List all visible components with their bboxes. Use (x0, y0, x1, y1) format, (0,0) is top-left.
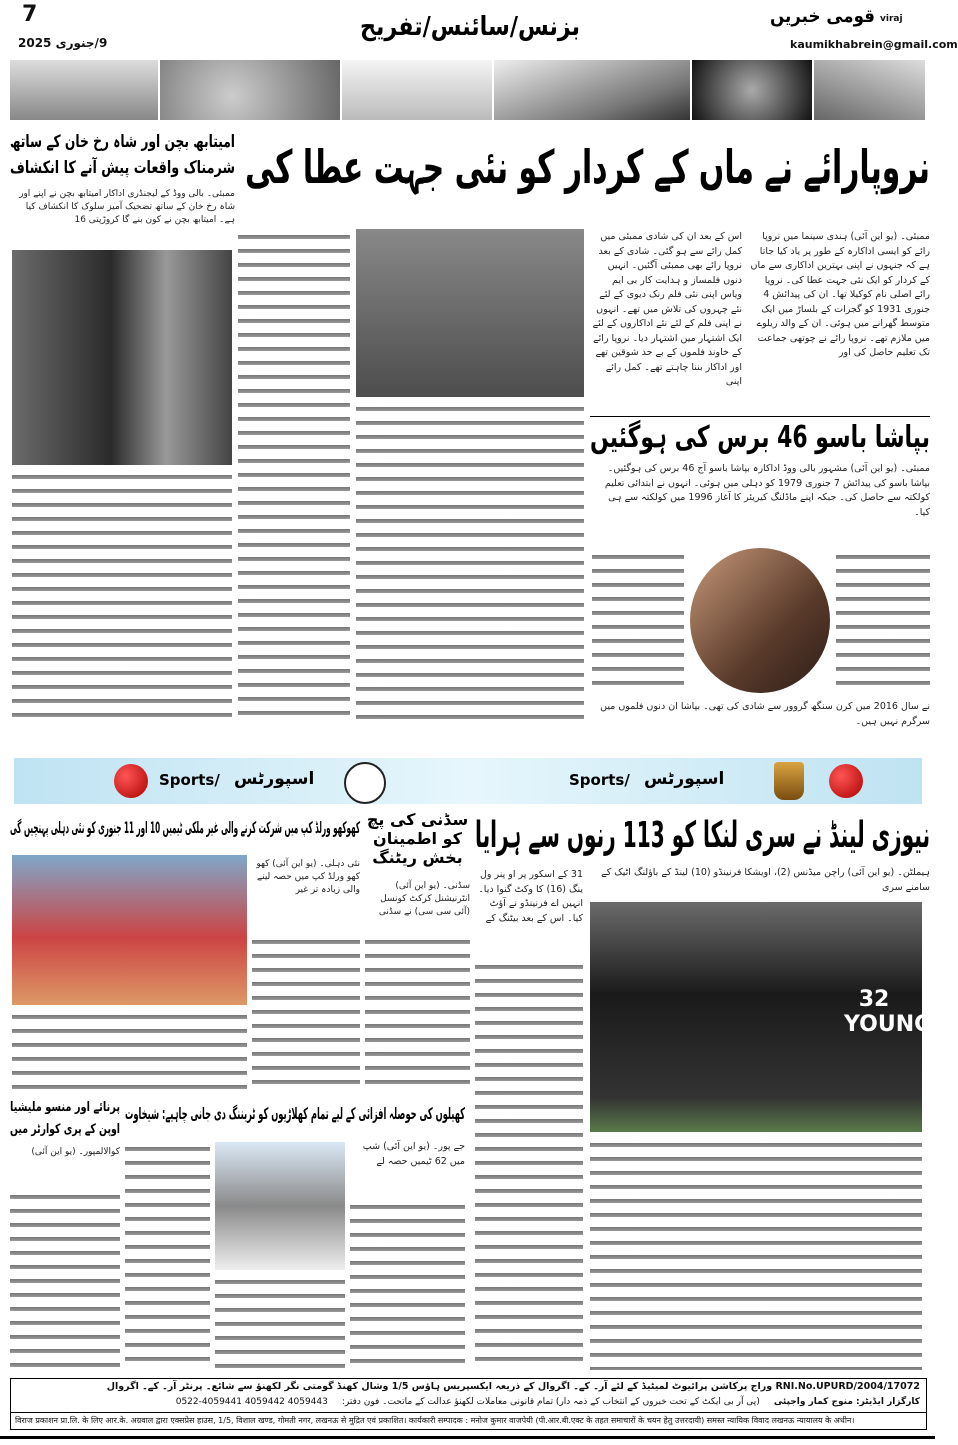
divider (590, 416, 930, 417)
khelo-body-text (215, 1275, 345, 1370)
bottom-rule (0, 1436, 935, 1439)
sports-banner (14, 758, 922, 804)
cricket-ball-icon (829, 764, 863, 798)
football-icon (344, 762, 386, 804)
bipasha-headline: بپاشا باسو 46 برس کی ہوگئیں (589, 420, 930, 455)
amitabh-lead: ممبئی۔ بالی ووڈ کے لیجنڈری اداکار امیتابھ بچن نے اپنے اور شاہ رخ خان کے ساتھ تضحیک آمیز سلوک کا انکشاف کیا ہے۔ امیتابھ بچن نے کون بنے گا کروڑپتی 16 (19, 189, 235, 225)
malaysia-headline-line1: پرنائے اور منسو ملیشیا (9, 1100, 121, 1115)
khelo-body-text (350, 1200, 465, 1370)
khelo-body-text (125, 1142, 210, 1370)
contact-email[interactable]: kaumikhabrein@gmail.com (790, 38, 958, 51)
sydney-body-text (365, 935, 470, 1093)
bipasha-body-text (836, 550, 930, 690)
nz-col: 31 کے اسکور پر او پنر ول ینگ (16) کا وکٹ گنوا دیا۔ انہیں اے فرنینڈو نے آؤٹ کیا۔ اس کے بعد بیٹنگ کے (478, 869, 583, 924)
anatomy-image (692, 60, 813, 120)
sports-label-en: Sports/ (159, 771, 220, 789)
imprint-footer (10, 1378, 927, 1430)
bipasha-body-text (592, 550, 684, 690)
nirupa-roy-photo (356, 229, 584, 397)
film-reel-image (494, 60, 691, 120)
khokho-lead: نئی دہلی۔ (یو این آئی) کھو کھو ورلڈ کپ میں حصہ لینے والی زیادہ تر غیر (256, 859, 360, 895)
khokho-players-photo (12, 855, 247, 1005)
jersey-number: 32 YOUNG (844, 987, 933, 1037)
malaysia-headline-line2: اوپن کے پری کوارٹر میں (9, 1122, 121, 1137)
khelo-headline: کھیلوں کی حوصلہ افزائی کے لیے تمام کھلاڑیوں کو ٹریننگ دی جانی چاہیے: شیخاوت (125, 1104, 465, 1123)
imprint-line: RNI.No.UPURD/2004/17072 وراج پرکاشن پرائیوٹ لمیٹیڈ کے لئے آر۔ کے۔ اگروال کے ذریعہ ایکسپریس ہاؤس 1/5 وشال کھنڈ گومتی نگر لکھنؤ سے شائع۔ پرنٹر آر۔ کے۔ اگروال (106, 1381, 920, 1392)
sports-label-en: Sports/ (569, 771, 630, 789)
nirupa-lead: ممبئی۔ (یو این آئی) ہندی سینما میں نروپا رائے کو ایسی اداکارہ کے طور پر یاد کیا جاتا ہے کہ جنہوں نے اپنی بہترین اداکاری سے ماں کے کردار کو ایک نئی جہت عطا کی۔ نروپا رائے اصلی نام کوکیلا تھا۔ ان کی پیدائش 4 جنوری 1931 کو گجرات کے بلساڑ میں ایک متوسط گھرانے میں ہوئی۔ ان کے والد ریلوے میں ملازم تھے۔ نروپا رائے نے چوتھی جماعت تک تعلیم حاصل کی اور (750, 231, 930, 358)
nirupa-col2: اس کے بعد ان کی شادی ممبئی میں کمل رائے سے ہو گئی۔ شادی کے بعد نروپا رائے بھی ممبئی آگئیں۔ انہیں دنوں فلمساز و ہدایت کار بی ایم ویاس اپنی نئی فلم رنک دیوی کے لئے نئے چہروں کی تلاش میں تھے۔ انہوں نے اپنی فلم کے لئے نئے اداکاروں کے لئے ایک اشتہار میں اشتہار دیا۔ نروپا رائے کے خاوند فلموں کے بے حد شوقین تھے اور اداکار بننا چاہتے تھے۔ کمل رائے اپنی (592, 231, 742, 387)
sydney-headline: سڈنی کی پچ کو اطمینان بخش ریٹنگ (366, 810, 469, 868)
sports-label-ur: اسپورٹس (644, 769, 725, 789)
cricket-ball-icon (114, 764, 148, 798)
nirupa-headline: نروپارائے نے ماں کے کردار کو نئی جہت عطا کی (245, 140, 930, 194)
logo-brand: viraj (880, 14, 903, 24)
nirupa-body-text (356, 402, 584, 725)
amitabh-shahrukh-photo (12, 250, 232, 465)
issue-date: 9/جنوری 2025 (18, 36, 108, 50)
khokho-body-text (252, 935, 360, 1093)
nz-team-photo (590, 902, 933, 1132)
disclaimer: (پی آر بی ایکٹ کے تحت خبروں کے انتخاب کے ذمہ دار) تمام قانونی معاملات لکھنؤ عدالت کے ماتحت۔ فون دفتر: (341, 1397, 760, 1407)
nz-lead: ہیملٹن۔ (یو این آئی) راچن میڈنس (2)، اویشکا فرنینڈو (10) لینڈ کے باؤلنگ اٹیک کے سامنے سری (601, 867, 930, 893)
trophy-icon (774, 762, 804, 800)
herbs-image (10, 60, 159, 120)
nz-headline: نیوزی لینڈ نے سری لنکا کو 113 رنوں سے ہرایا (475, 815, 930, 856)
amitabh-headline-line2: شرمناک واقعات پیش آنے کا انکشاف (10, 158, 235, 178)
sydney-lead: سڈنی۔ (یو این آئی) انٹرنیشنل کرکٹ کونسل (آئی سی سی) نے سڈنی (378, 881, 470, 917)
bipasha-basu-photo (690, 548, 830, 693)
khelo-lead: جے پور۔ (یو این آئی) شپ میں 62 ٹیمیں حصہ لے (362, 1141, 465, 1167)
editor-row (17, 1397, 920, 1407)
phone-numbers: 0522-4059441 4059442 4059443 (175, 1397, 328, 1407)
page-number: 7 (22, 2, 38, 27)
nz-body-text (475, 960, 583, 1370)
malaysia-body-text (10, 1190, 120, 1370)
sports-label-ur: اسپورٹس (234, 769, 315, 789)
hindi-imprint: विराज प्रकाशन प्रा.लि. के लिए आर.के. अग्रवाल द्वारा एक्सप्रेस हाउस, 1/5, विशाल खण्ड, गोमती नगर, लखनऊ से मुद्रित एवं प्रकाशित। कार्यकारी सम्पादक : मनोज कुमार वाजपेयी (पी.आर.बी.एक्ट के तहत समाचारों के चयन हेतु उत्तरदायी) समस्त न्यायिक विवाद लखनऊ न्यायालय के अधीन। (15, 1416, 855, 1425)
amitabh-headline-line1: امیتابھ بچن اور شاہ رخ خان کے ساتھ (10, 132, 236, 152)
bipasha-lead: ممبئی۔ (یو این آئی) مشہور بالی ووڈ اداکارہ بپاشا باسو آج 46 برس کی ہوگئیں۔ بپاشا باسو کی پیدائش 7 جنوری 1979 کو دہلی میں ہوئی۔ انہوں نے ابتدائی تعلیم کولکتہ سے حاصل کی۔ جبکہ اپنے ماڈلنگ کیریئر کا آغاز 1996 میں کولکتہ سے ہی کیا۔ (604, 463, 930, 518)
footer-divider (11, 1412, 926, 1413)
editor-credit: کارگزار ایڈیٹر: منوج کمار واجپئی (773, 1397, 920, 1407)
paper-name: قومی خبریں (769, 6, 875, 27)
nz-body-text (590, 1138, 922, 1370)
bipasha-closing: نے سال 2016 میں کرن سنگھ گروور سے شادی کی تھی۔ بپاشا ان دنوں فلموں میں سرگرم نہیں ہیں۔ (600, 701, 930, 727)
section-banner (10, 60, 925, 122)
khokho-headline: کھوکھو ورلڈ کپ میں شرکت کرنے والی غیر ملکی ٹیمیں 10 اور 11 جنوری کو نئی دہلی پہنچیں گی (9, 818, 360, 837)
globes-image (160, 60, 341, 120)
stock-chart-image (814, 60, 926, 120)
section-title: بزنس/سائنس/تفریح (360, 12, 580, 42)
stethoscope-image (342, 60, 493, 120)
khokho-body-text (12, 1010, 247, 1093)
amitabh-body-text (12, 470, 232, 725)
nirupa-body-text (238, 230, 350, 725)
malaysia-lead: کوالالمپور۔ (یو این آئی) (31, 1147, 120, 1157)
shekhawat-photo (215, 1142, 345, 1270)
